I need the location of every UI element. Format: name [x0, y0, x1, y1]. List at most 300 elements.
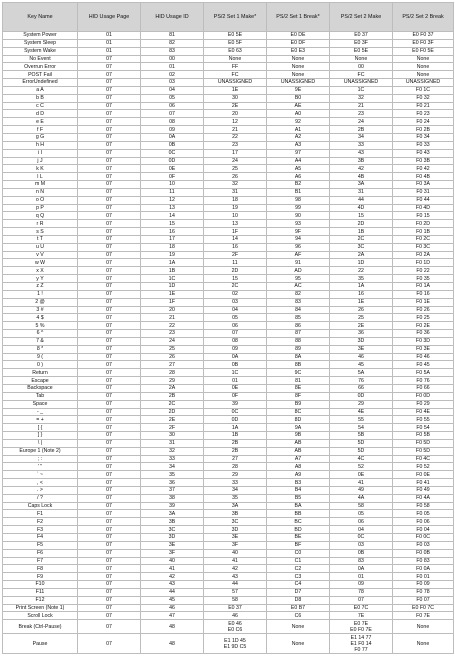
cell-hid-usage-id: 40: [141, 557, 204, 565]
cell-key-name: F9: [3, 573, 78, 581]
cell-hid-usage-page: 07: [78, 275, 141, 283]
cell-hid-usage-page: 07: [78, 369, 141, 377]
cell-set1-make: 08: [204, 337, 267, 345]
cell-set2-make: 55: [330, 416, 393, 424]
cell-hid-usage-page: 07: [78, 283, 141, 291]
cell-set2-make: 2A: [330, 251, 393, 259]
cell-key-name: o O: [3, 196, 78, 204]
cell-hid-usage-id: 22: [141, 322, 204, 330]
table-row: [3, 502, 454, 510]
cell-hid-usage-page: 07: [78, 337, 141, 345]
cell-set2-make: 1E: [330, 298, 393, 306]
cell-key-name: Backspace: [3, 384, 78, 392]
cell-set1-make: 02: [204, 290, 267, 298]
table-row: [3, 243, 454, 251]
cell-set1-break: 8B: [267, 361, 330, 369]
cell-set1-break: C2: [267, 565, 330, 573]
cell-hid-usage-id: 3F: [141, 549, 204, 557]
cell-set1-break: AE: [267, 102, 330, 110]
cell-hid-usage-page: 07: [78, 392, 141, 400]
cell-set2-break: F0 4D: [393, 204, 454, 212]
cell-set2-break: F0 5A: [393, 369, 454, 377]
cell-key-name: 7 &: [3, 337, 78, 345]
cell-set1-make: 0B: [204, 361, 267, 369]
cell-set2-break: F0 43: [393, 149, 454, 157]
table-row: [3, 126, 454, 134]
cell-key-name: Caps Lock: [3, 502, 78, 510]
cell-hid-usage-page: 07: [78, 439, 141, 447]
cell-set2-make: 54: [330, 424, 393, 432]
cell-set1-make: 1A: [204, 424, 267, 432]
cell-hid-usage-id: 04: [141, 86, 204, 94]
cell-set2-break: None: [393, 63, 454, 71]
cell-set1-break: 9C: [267, 369, 330, 377]
table-row: [3, 188, 454, 196]
cell-key-name: w W: [3, 259, 78, 267]
cell-hid-usage-id: 2A: [141, 384, 204, 392]
cell-set2-break: F0 29: [393, 400, 454, 408]
cell-hid-usage-id: 08: [141, 118, 204, 126]
cell-hid-usage-page: 07: [78, 604, 141, 612]
cell-key-name: r R: [3, 220, 78, 228]
cell-set2-make: 23: [330, 110, 393, 118]
cell-set1-break: 99: [267, 204, 330, 212]
cell-set1-make: 13: [204, 220, 267, 228]
table-row: [3, 267, 454, 275]
cell-set2-break: F0 21: [393, 102, 454, 110]
cell-key-name: y Y: [3, 275, 78, 283]
cell-hid-usage-page: 07: [78, 384, 141, 392]
cell-set2-break: F0 5D: [393, 439, 454, 447]
cell-set2-make: 5D: [330, 439, 393, 447]
cell-set2-break: F0 55: [393, 416, 454, 424]
cell-set1-break: C0: [267, 549, 330, 557]
cell-set2-make: 0E: [330, 471, 393, 479]
cell-hid-usage-page: 07: [78, 204, 141, 212]
table-row: [3, 251, 454, 259]
cell-set2-make: 22: [330, 267, 393, 275]
cell-set2-make: 29: [330, 400, 393, 408]
table-row: [3, 345, 454, 353]
scancode-table: [2, 2, 454, 654]
table-row: [3, 447, 454, 455]
cell-set1-make: 26: [204, 173, 267, 181]
cell-set1-make: 30: [204, 94, 267, 102]
cell-hid-usage-page: 07: [78, 447, 141, 455]
cell-set1-break: BC: [267, 518, 330, 526]
cell-set1-break: B1: [267, 188, 330, 196]
cell-set1-break: A6: [267, 173, 330, 181]
cell-set2-break: F0 52: [393, 463, 454, 471]
cell-set1-make: 0F: [204, 392, 267, 400]
table-row: [3, 361, 454, 369]
cell-hid-usage-id: 48: [141, 634, 204, 654]
table-row: [3, 400, 454, 408]
cell-hid-usage-id: 11: [141, 188, 204, 196]
cell-set2-break: F0 36: [393, 330, 454, 338]
cell-hid-usage-id: 1D: [141, 283, 204, 291]
cell-set1-break: None: [267, 63, 330, 71]
cell-hid-usage-page: 07: [78, 298, 141, 306]
cell-hid-usage-page: 07: [78, 212, 141, 220]
table-row: [3, 432, 454, 440]
cell-set2-make: 3C: [330, 243, 393, 251]
cell-hid-usage-id: 0F: [141, 173, 204, 181]
table-row: [3, 416, 454, 424]
cell-set2-break: F0 09: [393, 581, 454, 589]
cell-set1-make: 2D: [204, 267, 267, 275]
cell-set2-make: 25: [330, 314, 393, 322]
cell-set1-break: BD: [267, 526, 330, 534]
cell-set1-break: A5: [267, 165, 330, 173]
cell-set1-make: 1E: [204, 86, 267, 94]
cell-hid-usage-page: 07: [78, 634, 141, 654]
cell-set1-make: 35: [204, 494, 267, 502]
cell-key-name: = +: [3, 416, 78, 424]
cell-hid-usage-id: 81: [141, 32, 204, 40]
cell-set1-break: C3: [267, 573, 330, 581]
cell-key-name: e E: [3, 118, 78, 126]
cell-set1-break: AC: [267, 283, 330, 291]
cell-set2-break: E0 F0 37: [393, 32, 454, 40]
cell-set1-break: 8A: [267, 353, 330, 361]
cell-set1-make: 23: [204, 141, 267, 149]
table-row: [3, 55, 454, 63]
cell-set1-break: 90: [267, 212, 330, 220]
cell-hid-usage-page: 07: [78, 416, 141, 424]
cell-key-name: 1 !: [3, 290, 78, 298]
cell-set2-break: F0 32: [393, 94, 454, 102]
cell-set2-make: 4E: [330, 408, 393, 416]
cell-key-name: No Event: [3, 55, 78, 63]
cell-set1-make: 57: [204, 588, 267, 596]
cell-set2-break: F0 1C: [393, 86, 454, 94]
cell-hid-usage-page: 07: [78, 612, 141, 620]
cell-set2-make: 36: [330, 330, 393, 338]
cell-set1-make: 18: [204, 196, 267, 204]
cell-set2-break: F0 06: [393, 518, 454, 526]
cell-hid-usage-id: 83: [141, 47, 204, 55]
cell-set1-break: B5: [267, 494, 330, 502]
cell-key-name: 6 ^: [3, 330, 78, 338]
cell-hid-usage-id: 39: [141, 502, 204, 510]
cell-hid-usage-page: 07: [78, 494, 141, 502]
cell-hid-usage-id: 1A: [141, 259, 204, 267]
cell-set2-make: 3A: [330, 181, 393, 189]
cell-key-name: \ |: [3, 439, 78, 447]
cell-set1-break: A8: [267, 463, 330, 471]
cell-key-name: 9 (: [3, 353, 78, 361]
cell-set2-break: F0 2D: [393, 220, 454, 228]
header-ps2-set2-break: PS/2 Set 2 Break: [393, 3, 454, 32]
cell-set2-break: F0 3D: [393, 337, 454, 345]
cell-set2-break: None: [393, 55, 454, 63]
cell-key-name: - _: [3, 408, 78, 416]
cell-hid-usage-id: 3B: [141, 518, 204, 526]
cell-set2-make: 4A: [330, 494, 393, 502]
cell-set1-make: 1C: [204, 369, 267, 377]
cell-set2-break: F0 66: [393, 384, 454, 392]
cell-set2-break: F0 54: [393, 424, 454, 432]
cell-set2-break: F0 16: [393, 290, 454, 298]
cell-set2-break: F0 4A: [393, 494, 454, 502]
table-row: [3, 157, 454, 165]
cell-hid-usage-page: 07: [78, 471, 141, 479]
table-row: [3, 494, 454, 502]
cell-set2-break: E0 F0 7C: [393, 604, 454, 612]
cell-hid-usage-page: 07: [78, 518, 141, 526]
cell-set2-make: 00: [330, 63, 393, 71]
cell-key-name: h H: [3, 141, 78, 149]
header-hid-usage-id: HID Usage ID: [141, 3, 204, 32]
cell-hid-usage-id: 1C: [141, 275, 204, 283]
cell-key-name: F1: [3, 510, 78, 518]
cell-hid-usage-id: 48: [141, 620, 204, 634]
table-row: [3, 526, 454, 534]
cell-set1-make: 3E: [204, 534, 267, 542]
cell-hid-usage-id: 17: [141, 235, 204, 243]
table-row: [3, 384, 454, 392]
cell-set1-break: B3: [267, 479, 330, 487]
cell-set1-make: 3F: [204, 541, 267, 549]
cell-set2-make: 52: [330, 463, 393, 471]
cell-hid-usage-id: 3A: [141, 510, 204, 518]
cell-hid-usage-page: 07: [78, 581, 141, 589]
cell-set2-make: E1 14 77 E1 F0 14 F0 77: [330, 634, 393, 654]
cell-set1-break: D7: [267, 588, 330, 596]
cell-hid-usage-page: 07: [78, 251, 141, 259]
cell-set2-break: F0 1D: [393, 259, 454, 267]
cell-set2-break: F0 2C: [393, 235, 454, 243]
cell-set2-make: 09: [330, 581, 393, 589]
table-row: [3, 110, 454, 118]
cell-key-name: Return: [3, 369, 78, 377]
table-row: [3, 573, 454, 581]
cell-key-name: m M: [3, 181, 78, 189]
table-row: [3, 369, 454, 377]
cell-set2-make: 32: [330, 94, 393, 102]
cell-hid-usage-page: 07: [78, 573, 141, 581]
cell-hid-usage-id: 2F: [141, 424, 204, 432]
cell-hid-usage-page: 07: [78, 353, 141, 361]
cell-set2-make: 26: [330, 306, 393, 314]
table-row: [3, 479, 454, 487]
table-row: [3, 275, 454, 283]
table-row: [3, 408, 454, 416]
cell-set1-make: 2E: [204, 102, 267, 110]
cell-set2-break: F0 0A: [393, 565, 454, 573]
cell-hid-usage-id: 2D: [141, 408, 204, 416]
cell-set1-make: 3B: [204, 510, 267, 518]
cell-set2-make: 2E: [330, 322, 393, 330]
cell-hid-usage-id: 16: [141, 228, 204, 236]
cell-hid-usage-id: 01: [141, 63, 204, 71]
cell-set2-break: F0 1B: [393, 228, 454, 236]
cell-hid-usage-id: 23: [141, 330, 204, 338]
cell-hid-usage-page: 07: [78, 118, 141, 126]
cell-key-name: s S: [3, 228, 78, 236]
table-row: [3, 541, 454, 549]
table-row: [3, 86, 454, 94]
cell-set2-make: 78: [330, 588, 393, 596]
cell-set2-make: 4C: [330, 455, 393, 463]
cell-hid-usage-page: 07: [78, 157, 141, 165]
cell-set1-break: 9A: [267, 424, 330, 432]
cell-set1-make: 0E: [204, 384, 267, 392]
cell-hid-usage-page: 07: [78, 541, 141, 549]
cell-set1-break: 84: [267, 306, 330, 314]
cell-set1-make: E0 37: [204, 604, 267, 612]
cell-set1-break: 82: [267, 290, 330, 298]
cell-set1-make: 29: [204, 471, 267, 479]
cell-set1-make: 1F: [204, 228, 267, 236]
table-row: [3, 212, 454, 220]
cell-hid-usage-page: 07: [78, 149, 141, 157]
cell-hid-usage-id: 1B: [141, 267, 204, 275]
cell-set1-make: 05: [204, 314, 267, 322]
table-header: [3, 3, 454, 32]
cell-key-name: Break (Ctrl-Pause): [3, 620, 78, 634]
table-row: [3, 290, 454, 298]
cell-hid-usage-id: 28: [141, 369, 204, 377]
cell-set2-make: 2C: [330, 235, 393, 243]
cell-set2-make: 35: [330, 275, 393, 283]
cell-set2-break: F0 0C: [393, 534, 454, 542]
cell-set1-make: 2B: [204, 439, 267, 447]
cell-set1-make: 22: [204, 133, 267, 141]
cell-key-name: 8 *: [3, 345, 78, 353]
table-row: [3, 196, 454, 204]
cell-hid-usage-page: 07: [78, 620, 141, 634]
cell-set1-make: 06: [204, 322, 267, 330]
cell-hid-usage-id: 19: [141, 251, 204, 259]
table-row: [3, 455, 454, 463]
cell-key-name: System Wake: [3, 47, 78, 55]
cell-set1-break: E0 DE: [267, 32, 330, 40]
cell-set2-break: UNASSIGNED: [393, 79, 454, 87]
table-row: [3, 588, 454, 596]
cell-hid-usage-page: 07: [78, 235, 141, 243]
cell-hid-usage-id: 2C: [141, 400, 204, 408]
cell-set2-break: F0 2E: [393, 322, 454, 330]
cell-set2-break: F0 04: [393, 526, 454, 534]
cell-set1-make: 33: [204, 479, 267, 487]
cell-set2-make: 1D: [330, 259, 393, 267]
cell-set1-make: 41: [204, 557, 267, 565]
cell-set2-make: E0 5E: [330, 47, 393, 55]
table-row: [3, 471, 454, 479]
cell-set2-break: F0 26: [393, 306, 454, 314]
table-row: [3, 439, 454, 447]
table-row: [3, 330, 454, 338]
cell-set2-make: 1B: [330, 228, 393, 236]
cell-key-name: , <: [3, 479, 78, 487]
cell-hid-usage-id: 26: [141, 353, 204, 361]
cell-hid-usage-page: 07: [78, 181, 141, 189]
cell-hid-usage-page: 07: [78, 243, 141, 251]
cell-set1-make: 10: [204, 212, 267, 220]
cell-key-name: Tab: [3, 392, 78, 400]
cell-set2-make: 3D: [330, 337, 393, 345]
table-row: [3, 549, 454, 557]
cell-key-name: System Power: [3, 32, 78, 40]
cell-hid-usage-page: 07: [78, 63, 141, 71]
cell-key-name: 0 ): [3, 361, 78, 369]
cell-hid-usage-page: 07: [78, 557, 141, 565]
cell-set2-make: 33: [330, 141, 393, 149]
table-row: [3, 612, 454, 620]
table-row: [3, 518, 454, 526]
cell-hid-usage-page: 07: [78, 126, 141, 134]
cell-key-name: Europe 1 (Note 2): [3, 447, 78, 455]
cell-key-name: POST Fail: [3, 71, 78, 79]
cell-set1-make: 16: [204, 243, 267, 251]
cell-key-name: [ {: [3, 424, 78, 432]
cell-set1-break: AB: [267, 439, 330, 447]
cell-set2-break: F0 42: [393, 165, 454, 173]
cell-set2-break: F0 4B: [393, 173, 454, 181]
cell-hid-usage-id: 3D: [141, 534, 204, 542]
cell-hid-usage-id: 41: [141, 565, 204, 573]
cell-set2-break: F0 07: [393, 596, 454, 604]
cell-set1-break: C6: [267, 612, 330, 620]
cell-set2-break: E0 F0 3F: [393, 39, 454, 47]
cell-set1-break: None: [267, 620, 330, 634]
cell-set1-break: A4: [267, 157, 330, 165]
cell-set1-make: 3C: [204, 518, 267, 526]
cell-set2-break: F0 2A: [393, 251, 454, 259]
cell-set2-break: None: [393, 620, 454, 634]
cell-set2-make: 3E: [330, 345, 393, 353]
table-row: [3, 463, 454, 471]
cell-hid-usage-id: 25: [141, 345, 204, 353]
table-row: [3, 63, 454, 71]
cell-set1-break: 8C: [267, 408, 330, 416]
cell-set1-break: 94: [267, 235, 330, 243]
cell-set1-break: None: [267, 71, 330, 79]
cell-set2-make: 5D: [330, 447, 393, 455]
cell-hid-usage-id: 14: [141, 212, 204, 220]
cell-set1-break: B0: [267, 94, 330, 102]
table-row: [3, 173, 454, 181]
cell-hid-usage-page: 07: [78, 432, 141, 440]
cell-key-name: F12: [3, 596, 78, 604]
cell-set1-make: 2C: [204, 283, 267, 291]
cell-hid-usage-id: 35: [141, 471, 204, 479]
cell-set1-make: 12: [204, 118, 267, 126]
cell-set2-break: F0 3B: [393, 157, 454, 165]
cell-set2-make: 2B: [330, 126, 393, 134]
cell-hid-usage-page: 07: [78, 141, 141, 149]
cell-set2-make: 24: [330, 118, 393, 126]
cell-set1-make: 0C: [204, 408, 267, 416]
cell-set1-make: 07: [204, 330, 267, 338]
cell-hid-usage-page: 07: [78, 479, 141, 487]
cell-hid-usage-page: 07: [78, 345, 141, 353]
cell-set2-make: 01: [330, 573, 393, 581]
cell-key-name: k K: [3, 165, 78, 173]
cell-set2-make: 06: [330, 518, 393, 526]
cell-key-name: F10: [3, 581, 78, 589]
table-row: [3, 337, 454, 345]
cell-hid-usage-id: 34: [141, 463, 204, 471]
cell-set2-make: 0D: [330, 392, 393, 400]
cell-hid-usage-id: 0A: [141, 133, 204, 141]
table-row: [3, 353, 454, 361]
cell-set2-make: 34: [330, 133, 393, 141]
table-row: [3, 620, 454, 634]
cell-hid-usage-id: 20: [141, 306, 204, 314]
